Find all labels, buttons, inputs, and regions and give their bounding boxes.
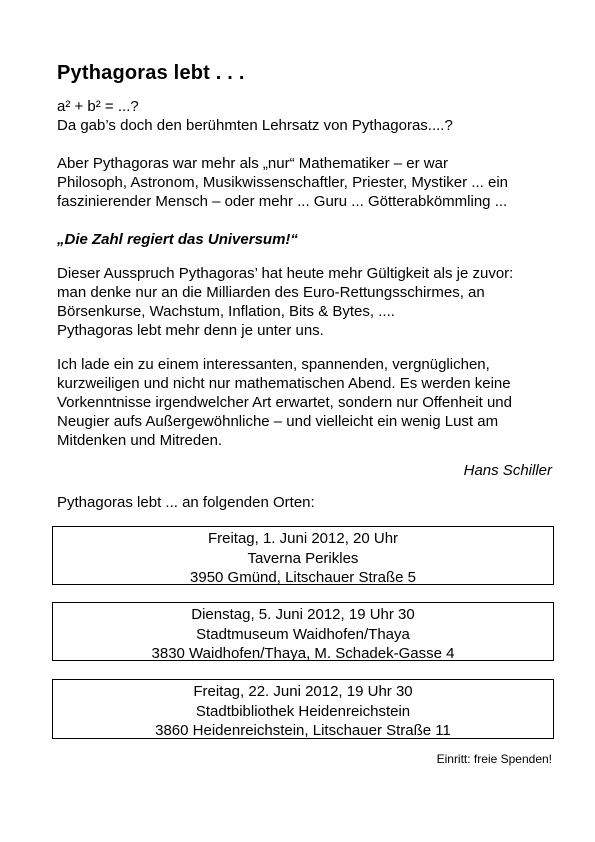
event-venue: Taverna Perikles bbox=[247, 549, 359, 567]
event-date-time: Freitag, 22. Juni 2012, 19 Uhr 30 bbox=[193, 683, 413, 700]
paragraph-line: faszinierender Mensch – oder mehr ... Guru ... Götterabkömmling ... bbox=[57, 193, 508, 210]
paragraph-line: Pythagoras lebt mehr denn je unter uns. bbox=[57, 322, 324, 339]
paragraph-line: man denke nur an die Milliarden des Euro-Rettungsschirmes, an bbox=[57, 284, 485, 301]
entry-note: Einritt: freie Spenden! bbox=[436, 752, 552, 766]
event-address: 3950 Gmünd, Litschauer Straße 5 bbox=[190, 569, 416, 586]
saying-paragraph bbox=[57, 264, 557, 340]
paragraph-line: Börsenkurse, Wachstum, Inflation, Bits & Bytes, .... bbox=[57, 303, 395, 320]
paragraph-line: kurzweiligen und nicht nur mathematischen Abend. Es werden keine bbox=[57, 375, 511, 392]
event-box bbox=[52, 602, 554, 661]
philosopher-paragraph bbox=[57, 154, 557, 211]
event-date-time: Freitag, 1. Juni 2012, 20 Uhr bbox=[207, 530, 399, 547]
event-date-time: Dienstag, 5. Juni 2012, 19 Uhr 30 bbox=[191, 606, 415, 623]
paragraph-line: Vorkenntnisse irgendwelcher Art erwartet, sondern nur Offenheit und bbox=[57, 394, 512, 411]
theorem-question-line: Da gab’s doch den berühmten Lehrsatz von Pythagoras....? bbox=[57, 117, 453, 134]
paragraph-line: Mitdenken und Mitreden. bbox=[57, 432, 223, 449]
paragraph-line: Philosoph, Astronom, Musikwissenschaftler, Priester, Mystiker ... ein bbox=[57, 174, 509, 191]
event-address: 3860 Heidenreichstein, Litschauer Straße 11 bbox=[155, 722, 451, 739]
event-venue: Stadtbibliothek Heidenreichstein bbox=[195, 702, 411, 720]
event-address: 3830 Waidhofen/Thaya, M. Schadek-Gasse 4 bbox=[151, 645, 455, 662]
page-title: Pythagoras lebt . . . bbox=[57, 62, 245, 84]
paragraph-line: Aber Pythagoras war mehr als „nur“ Mathematiker – er war bbox=[57, 155, 448, 172]
invitation-paragraph bbox=[57, 355, 557, 450]
event-venue: Stadtmuseum Waidhofen/Thaya bbox=[196, 625, 410, 643]
quote: „Die Zahl regiert das Universum!“ bbox=[57, 231, 298, 248]
paragraph-line: Neugier aufs Außergewöhnliche – und vielleicht ein wenig Lust am bbox=[57, 413, 499, 430]
paragraph-line: Dieser Ausspruch Pythagoras’ hat heute mehr Gültigkeit als je zuvor: bbox=[57, 265, 514, 282]
event-box bbox=[52, 679, 554, 739]
event-box bbox=[52, 526, 554, 585]
formula-line: a² + b² = ...? bbox=[57, 98, 139, 115]
author-signature: Hans Schiller bbox=[463, 462, 552, 479]
places-intro: Pythagoras lebt ... an folgenden Orten: bbox=[57, 494, 315, 511]
paragraph-line: Ich lade ein zu einem interessanten, spannenden, vergnüglichen, bbox=[57, 356, 490, 373]
formula-paragraph bbox=[57, 97, 557, 135]
